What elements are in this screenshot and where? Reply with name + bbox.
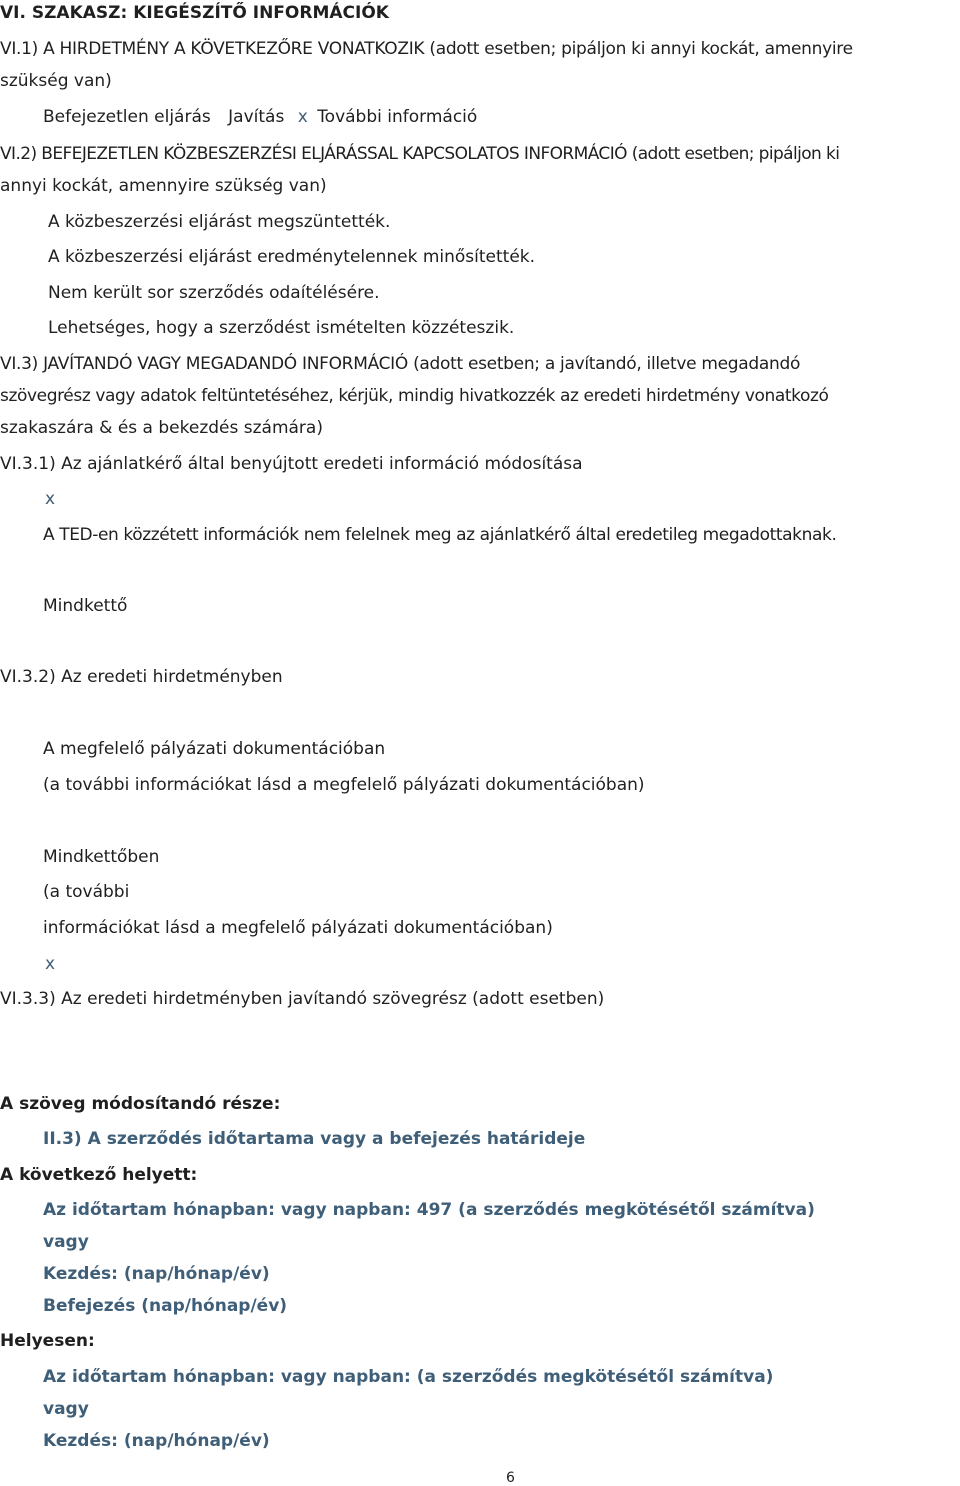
vi2-heading-line2: annyi kockát, amennyire szükség van) [0, 176, 327, 196]
vi32-x-mark: x [45, 954, 56, 974]
modification-correct-label: Helyesen: [0, 1331, 95, 1351]
vi33-title: VI.3.3) Az eredeti hirdetményben javítandó szövegrész (adott esetben) [0, 989, 605, 1009]
modification-part-label: A szöveg módosítandó része: [0, 1094, 281, 1114]
vi2-item: A közbeszerzési eljárást eredménytelennek minősítették. [48, 247, 536, 267]
vi2-item: Nem került sor szerződés odaítélésére. [48, 283, 380, 303]
modification-part-ref: II.3) A szerződés időtartama vagy a befejezés határideje [43, 1129, 586, 1149]
vi31-option-both: Mindkettő [43, 596, 128, 616]
vi2-heading-line1: VI.2) BEFEJEZETLEN KÖZBESZERZÉSI ELJÁRÁSSAL KAPCSOLATOS INFORMÁCIÓ (adott esetben; pipáljon ki [0, 144, 840, 164]
vi2-item: A közbeszerzési eljárást megszüntették. [48, 212, 391, 232]
correct-line: vagy [43, 1399, 89, 1419]
instead-line: Kezdés: (nap/hónap/év) [43, 1264, 270, 1284]
vi1-heading-line2: szükség van) [0, 71, 112, 91]
vi1-heading-line1: VI.1) A HIRDETMÉNY A KÖVETKEZŐRE VONATKOZIK (adott esetben; pipáljon ki annyi kockát, amennyire [0, 39, 853, 59]
vi2-item: Lehetséges, hogy a szerződést ismételten közzéteszik. [48, 318, 515, 338]
vi31-option-ted: A TED-en közzétett információk nem felelnek meg az ajánlatkérő által eredetileg megadottaknak. [43, 525, 837, 545]
vi32-title: VI.3.2) Az eredeti hirdetményben [0, 667, 283, 687]
vi1-options-row [43, 106, 477, 128]
vi32-option-docs-line2: (a további információkat lásd a megfelelő pályázati dokumentációban) [43, 775, 645, 795]
vi1-option-correction: Javítás [228, 107, 285, 127]
vi31-title: VI.3.1) Az ajánlatkérő által benyújtott eredeti információ módosítása [0, 454, 583, 474]
vi31-x-mark: x [45, 489, 56, 509]
instead-line: Az időtartam hónapban: vagy napban: 497 (a szerződés megkötésétől számítva) [43, 1200, 815, 1220]
modification-instead-label: A következő helyett: [0, 1165, 198, 1185]
vi1-option-additional-info: További információ [317, 107, 478, 127]
correct-line: Kezdés: (nap/hónap/év) [43, 1431, 270, 1451]
vi1-x-mark: x [297, 107, 308, 127]
instead-line: vagy [43, 1232, 89, 1252]
vi3-heading-line2: szövegrész vagy adatok feltüntetéséhez, kérjük, mindig hivatkozzék az eredeti hirdetmény vonatkozó [0, 386, 829, 406]
vi32-option-both-line3: információkat lásd a megfelelő pályázati dokumentációban) [43, 918, 553, 938]
vi1-option-incomplete: Befejezetlen eljárás [43, 107, 211, 127]
vi32-option-both-line2: (a további [43, 882, 130, 902]
vi3-heading-line1: VI.3) JAVÍTANDÓ VAGY MEGADANDÓ INFORMÁCIÓ (adott esetben; a javítandó, illetve megadandó [0, 354, 801, 374]
vi32-option-both-line1: Mindkettőben [43, 847, 160, 867]
vi32-option-docs-line1: A megfelelő pályázati dokumentációban [43, 739, 386, 759]
page-number: 6 [506, 1470, 515, 1486]
vi3-heading-line3: szakaszára & és a bekezdés számára) [0, 418, 323, 438]
correct-line: Az időtartam hónapban: vagy napban: (a szerződés megkötésétől számítva) [43, 1367, 774, 1387]
section-title: VI. SZAKASZ: KIEGÉSZÍTŐ INFORMÁCIÓK [0, 3, 389, 23]
instead-line: Befejezés (nap/hónap/év) [43, 1296, 288, 1316]
